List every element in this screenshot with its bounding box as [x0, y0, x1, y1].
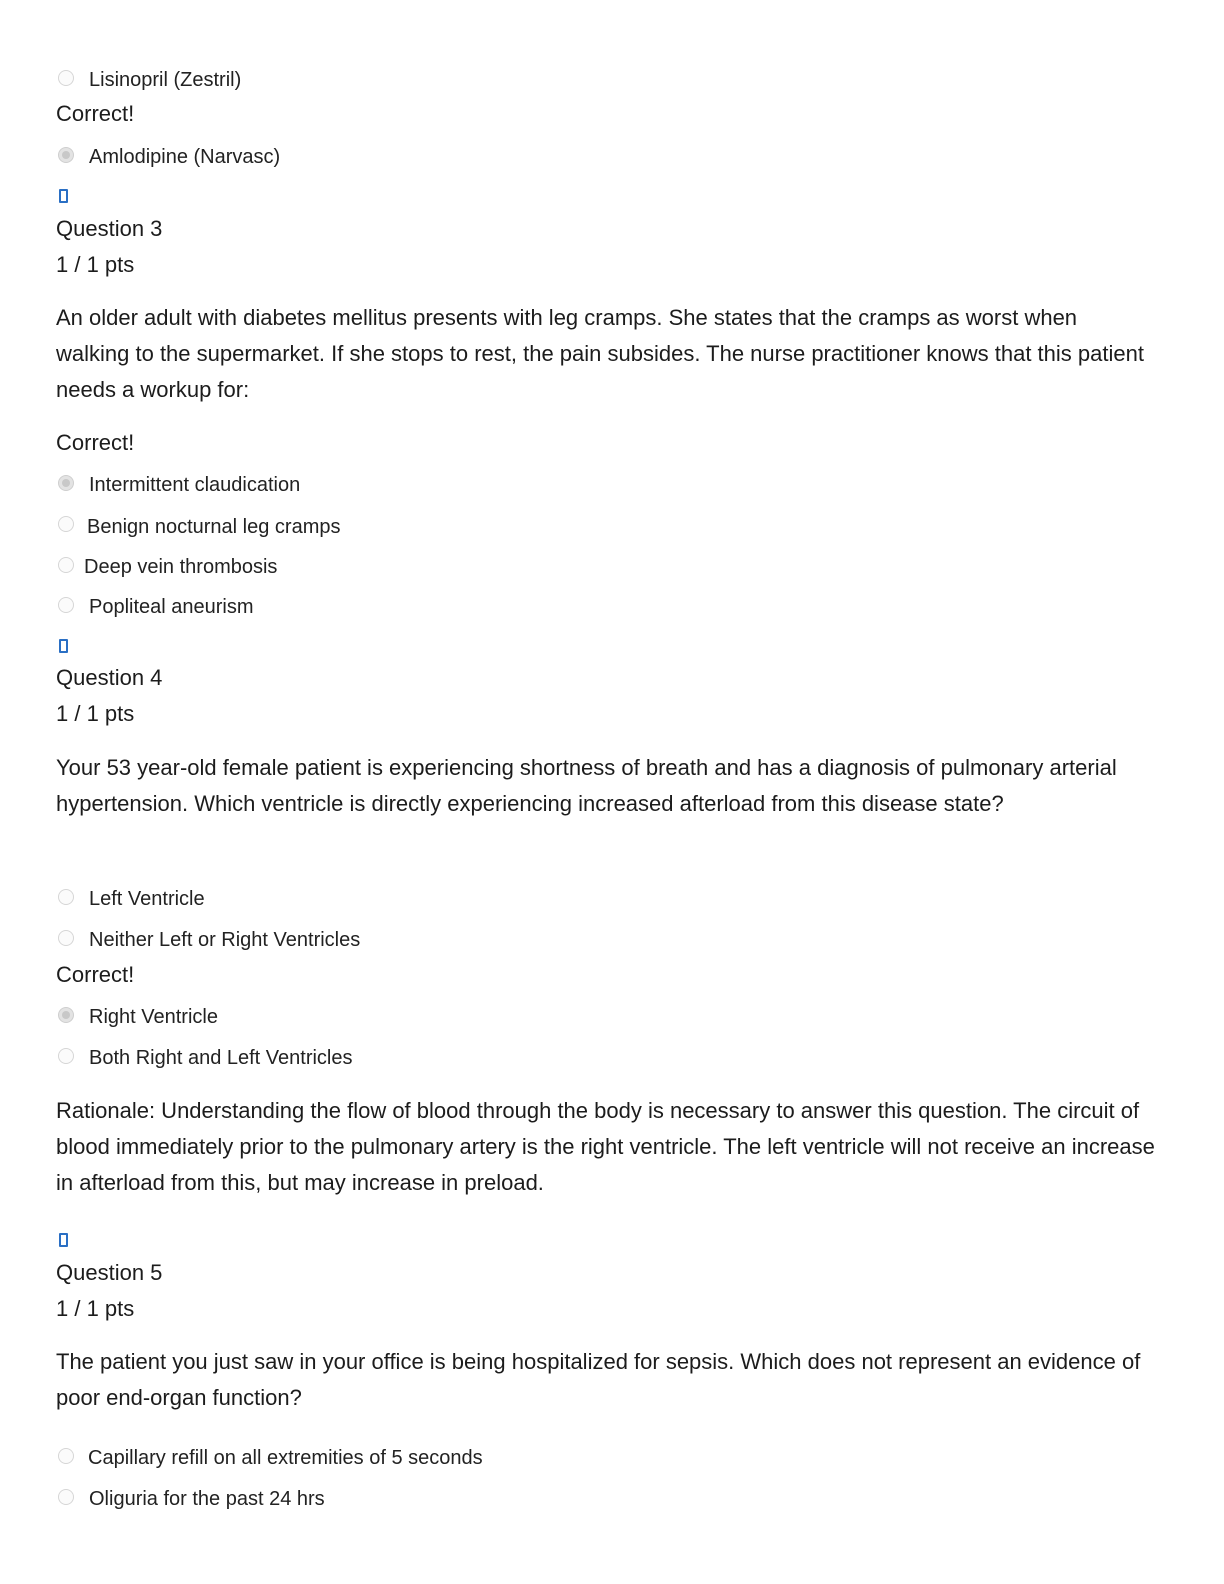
question-text: An older adult with diabetes mellitus presents with leg cramps. She states that the cramps as worst when walking to the supermarket. If she stops to rest, the pain subsides. The nurse practitioner knows that this patient needs a workup for: — [56, 305, 1144, 402]
radio-button-icon[interactable] — [58, 597, 74, 613]
question-title: Question 5 — [56, 1260, 163, 1285]
radio-button-icon[interactable] — [58, 557, 74, 573]
option-label: Benign nocturnal leg cramps — [87, 516, 341, 538]
option-label: Capillary refill on all extremities of 5 seconds — [88, 1447, 483, 1469]
option-label: Lisinopril (Zestril) — [89, 69, 242, 91]
flag-question-icon[interactable] — [59, 189, 68, 203]
option-label: Intermittent claudication — [89, 474, 301, 496]
option-label: Right Ventricle — [89, 1006, 218, 1028]
option-label: Neither Left or Right Ventricles — [89, 929, 361, 951]
option-label: Amlodipine (Narvasc) — [89, 146, 281, 168]
radio-button-icon[interactable] — [58, 930, 74, 946]
option-label: Both Right and Left Ventricles — [89, 1047, 353, 1069]
radio-button-icon[interactable] — [58, 889, 74, 905]
question-title: Question 4 — [56, 665, 163, 690]
question-points: 1 / 1 pts — [56, 701, 135, 726]
question-text: Your 53 year-old female patient is experiencing shortness of breath and has a diagnosis of pulmonary arterial hypertension. Which ventricle is directly experiencing increased afterload from this disease state? — [56, 755, 1117, 816]
radio-button-icon[interactable] — [58, 516, 74, 532]
radio-button-icon[interactable] — [58, 475, 74, 491]
correct-answer-label: Correct! — [56, 430, 135, 455]
radio-button-icon[interactable] — [58, 1048, 74, 1064]
correct-answer-label: Correct! — [56, 962, 135, 987]
question-title: Question 3 — [56, 216, 163, 241]
radio-button-icon[interactable] — [58, 70, 74, 86]
correct-answer-label: Correct! — [56, 101, 135, 126]
rationale-text: Rationale: Understanding the flow of blood through the body is necessary to answer this question. The circuit of blood immediately prior to the pulmonary artery is the right ventricle. The left ventricle will not receive an increase in afterload from this, but may increase in preload. — [56, 1098, 1155, 1195]
radio-button-icon[interactable] — [58, 147, 74, 163]
option-label: Popliteal aneurism — [89, 596, 254, 618]
flag-question-icon[interactable] — [59, 1233, 68, 1247]
option-label: Deep vein thrombosis — [84, 556, 278, 578]
radio-button-icon[interactable] — [58, 1448, 74, 1464]
question-points: 1 / 1 pts — [56, 252, 135, 277]
flag-question-icon[interactable] — [59, 639, 68, 653]
question-text: The patient you just saw in your office is being hospitalized for sepsis. Which does not represent an evidence of poor end-organ function? — [56, 1349, 1141, 1410]
option-label: Oliguria for the past 24 hrs — [89, 1488, 325, 1510]
radio-button-icon[interactable] — [58, 1007, 74, 1023]
radio-button-icon[interactable] — [58, 1489, 74, 1505]
option-label: Left Ventricle — [89, 888, 205, 910]
question-points: 1 / 1 pts — [56, 1296, 135, 1321]
